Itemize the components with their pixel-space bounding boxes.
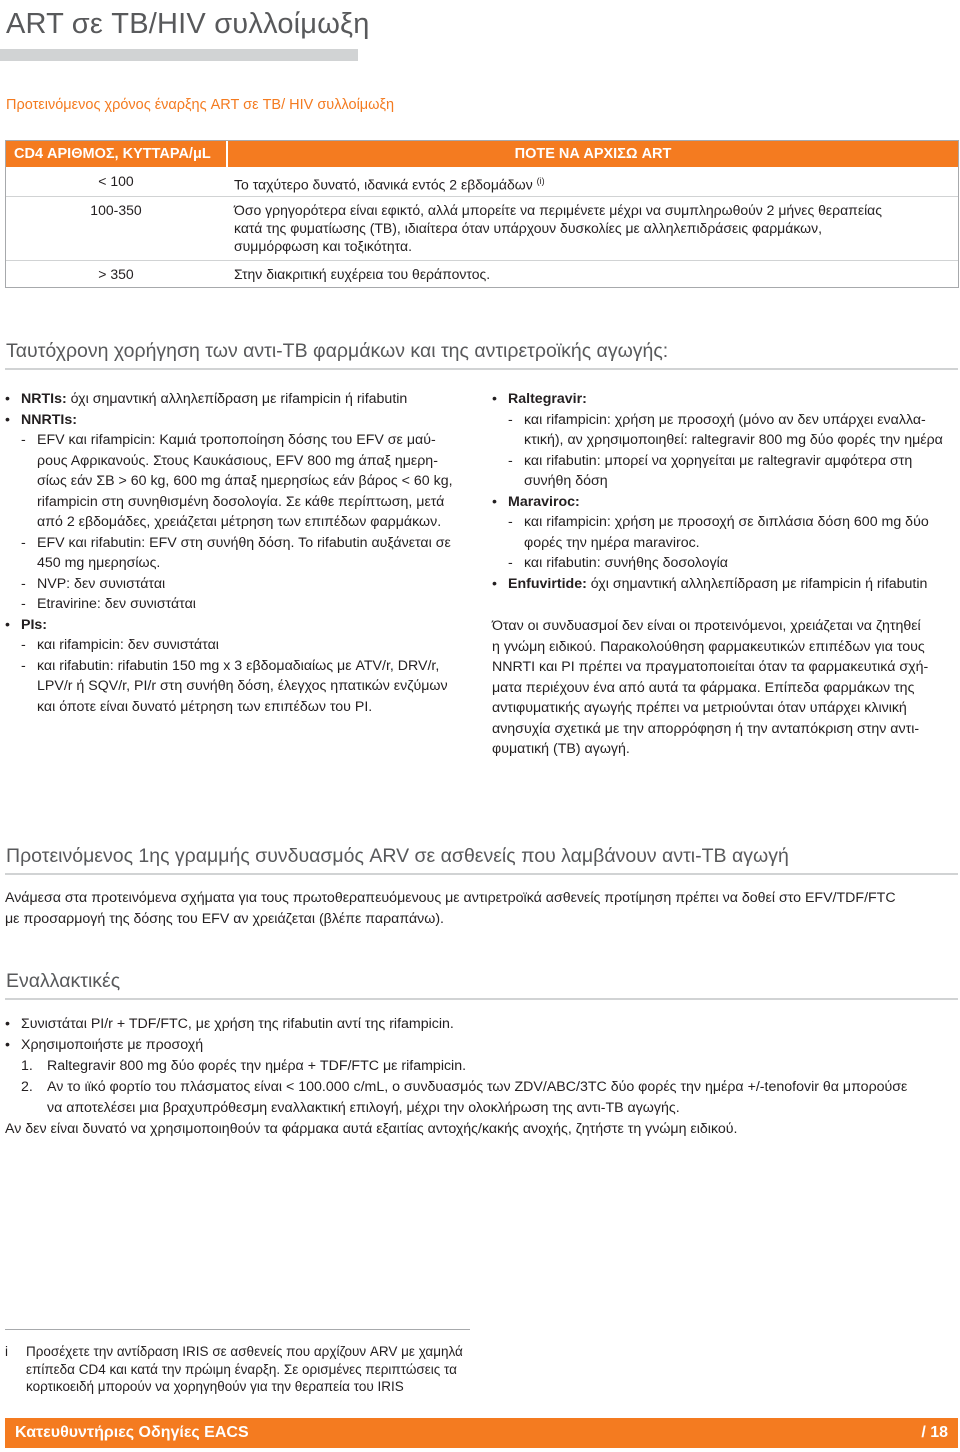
sub-item-mvc-rifabutin: - και rifabutin: συνήθης δοσολογία [492,553,960,574]
monitoring-paragraph: Όταν οι συνδυασμοί δεν είναι οι προτεινόμενοι, χρειάζεται να ζητηθεί η γνώμη ειδικού. Παρακολούθηση φαρμακευτικών επιπέδων για τους NNRTI και PI πρέπει να πραγματοποιείται όταν τα φαρμακευτικά σχή- ματα περιέχουν ένα από αυτά τα φάρμακα. Επίπεδα φαρμάκων της αντιφυματικής αγωγής πρέπει να μετριούνται όταν υπάρχει κλινική ανησυχία σχετικά με την απορρόφηση ή την ανταπόκριση στην αντι- φυματική (TB) αγωγή. [492,618,929,757]
list-item-maraviroc: • Maraviroc: [492,492,960,513]
section-rule [5,998,958,1000]
list-item-nrtis: • NRTIs: όχι σημαντική αλληλεπίδραση με rifampicin ή rifabutin [5,389,471,410]
sub-item-etravirine: - Etravirine: δεν συνιστάται [5,594,471,615]
list-item-raltegravir: • Raltegravir: [492,389,960,410]
start-timing: Το ταχύτερο δυνατό, ιδανικά εντός 2 εβδομάδων $^{(i)}$ [234,176,545,193]
row-divider [6,196,958,197]
page-title: ART σε TB/HIV συλλοίμωξη [6,8,370,40]
closing-sentence: Αν δεν είναι δυνατό να χρησιμοποιηθούν τα φάρμακα αυτά εξαιτίας αντοχής/κακής ανοχής, ζητήστε τη γνώμη ειδικού. [5,1121,738,1137]
footnote-rule [5,1329,470,1330]
cd4-value: 100-350 [90,202,142,218]
list-item-enfuvirtide: • Enfuvirtide: όχι σημαντική αλληλεπίδραση με rifampicin ή rifabutin [492,574,960,595]
sub-item-efv-rifampicin: - EFV και rifampicin: Καμιά τροποποίηση δόσης του EFV σε μαύ- ρους Αφρικανούς. Στους Καυκάσιους, EFV 800 mg άπαξ ημερη- σίως εάν ΣΒ > 60 kg, 600 mg άπαξ ημερησίως εάν βάρος < 60 kg, rifampicin στη συνηθισμένη δοσολογία. Σε κάθε περίπτωση, μετά από 2 εβδομάδες, χρειάζεται μέτρηση των επιπέδων φαρμάκων. [5,430,471,533]
page-number: / 18 [921,1424,948,1441]
spacer [492,594,960,616]
start-timing: Όσο γρηγορότερα είναι εφικτό, αλλά μπορείτε να περιμένετε μέχρι να συμπληρωθούν 2 μήνες θεραπείας κατά της φυματίωσης (TB), ιδιαίτερα όταν υπάρχουν δυσκολίες με αλληλεπιδράσεις φαρμάκων, συμμόρφωση και τοξικότητα. [234,202,883,254]
table-caption: Προτεινόμενος χρόνος έναρξης ART σε TB/ HIV συλλοίμωξη [6,97,395,113]
list-item: • Χρησιμοποιήστε με προσοχή [5,1035,960,1056]
sub-item-efv-rifabutin: - EFV και rifabutin: EFV στη συνήθη δόση. Το rifabutin αυξάνεται σε 450 mg ημερησίως. [5,533,471,574]
column-header-cd4: CD4 ΑΡΙΘΜΟΣ, ΚΥΤΤΑΡΑ/μL [14,146,211,162]
section-heading-alternatives: Εναλλακτικές [6,970,121,992]
sub-item-pi-rifampicin: - και rifampicin: δεν συνιστάται [5,635,471,656]
right-column [492,389,960,760]
start-timing: Στην διακριτική ευχέρεια του θεράποντος. [234,266,491,282]
footnote-ref: (i) [536,176,545,186]
page-footer [5,1418,958,1448]
footnote-marker: i [5,1344,8,1359]
cd4-value: < 100 [98,173,134,189]
alternatives-list [5,1014,960,1140]
cd4-timing-table [5,140,959,288]
list-item-nnrtis: • NNRTIs: [5,410,471,431]
sub-item-nvp: - NVP: δεν συνιστάται [5,574,471,595]
left-column [5,389,471,717]
list-item: • Συνιστάται PI/r + TDF/FTC, με χρήση της rifabutin αντί της rifampicin. [5,1014,960,1035]
column-header-when: ΠΟΤΕ ΝΑ ΑΡΧΙΣΩ ART [514,146,672,162]
section-heading-coadministration: Ταυτόχρονη χορήγηση των αντι-TB φαρμάκων και της αντιρετροϊκής αγωγής: [6,340,669,362]
section-heading-first-line: Προτεινόμενος 1ης γραμμής συνδυασμός ARV σε ασθενείς που λαμβάνουν αντι-TB αγωγή [6,845,789,867]
first-line-paragraph: Ανάμεσα στα προτεινόμενα σχήματα για τους πρωτοθεραπευόμενους με αντιρετροϊκά ασθενείς προτίμηση πρέπει να δοθεί στο EFV/TDF/FTC με προσαρμογή της δόσης του EFV αν χρειάζεται (βλέπε παραπάνω). [5,890,896,927]
footer-guideline-title: Κατευθυντήριες Οδηγίες EACS [15,1424,249,1441]
row-divider [6,260,958,261]
table-header-row [6,141,958,167]
sub-item-ral-rifabutin: - και rifabutin: μπορεί να χορηγείται με raltegravir αμφότερα στη συνήθη δόση [492,451,960,492]
numbered-item: 1. Raltegravir 800 mg δύο φορές την ημέρα + TDF/FTC με rifampicin. [21,1058,467,1074]
sub-item-ral-rifampicin: - και rifampicin: χρήση με προσοχή (μόνο αν δεν υπάρχει εναλλα- κτική), αν χρησιμοποιηθεί: raltegravir 800 mg δύο φορές την ημέρα [492,410,960,451]
numbered-item: 2. Αν το ιϊκό φορτίο του πλάσματος είναι < 100.000 c/mL, ο συνδυασμός των ZDV/ABC/3TC δύο φορές την ημέρα +/-tenofovir θα μπορούσε να αποτελέσει μια βραχυπρόθεσμη εναλλακτική επιλογή, μέχρι την ολοκλήρωση της αντι-TB αγωγής. [21,1079,908,1116]
list-item-pis: • PIs: [5,615,471,636]
title-underline-bar [0,49,358,61]
section-rule [5,873,958,875]
section-rule [5,368,958,370]
footnote-text: Προσέχετε την αντίδραση IRIS σε ασθενείς που αρχίζουν ARV με χαμηλά επίπεδα CD4 και κατά την πρώιμη έναρξη. Σε ορισμένες περιπτώσεις τα κορτικοειδή μπορούν να χορηγηθούν για την θεραπεία του IRIS [26,1344,463,1394]
sub-item-pi-rifabutin: - και rifabutin: rifabutin 150 mg x 3 εβδομαδιαίως με ATV/r, DRV/r, LPV/r ή SQV/r, PI/r στη συνήθη δόση, έλεγχος ηπατικών ενζύμων και όποτε είναι δυνατό μέτρηση των επιπέδων του PI. [5,656,471,718]
sub-item-mvc-rifampicin: - και rifampicin: χρήση με προσοχή σε διπλάσια δόση 600 mg δύο φορές την ημέρα maraviroc. [492,512,960,553]
cd4-value: > 350 [98,266,134,282]
